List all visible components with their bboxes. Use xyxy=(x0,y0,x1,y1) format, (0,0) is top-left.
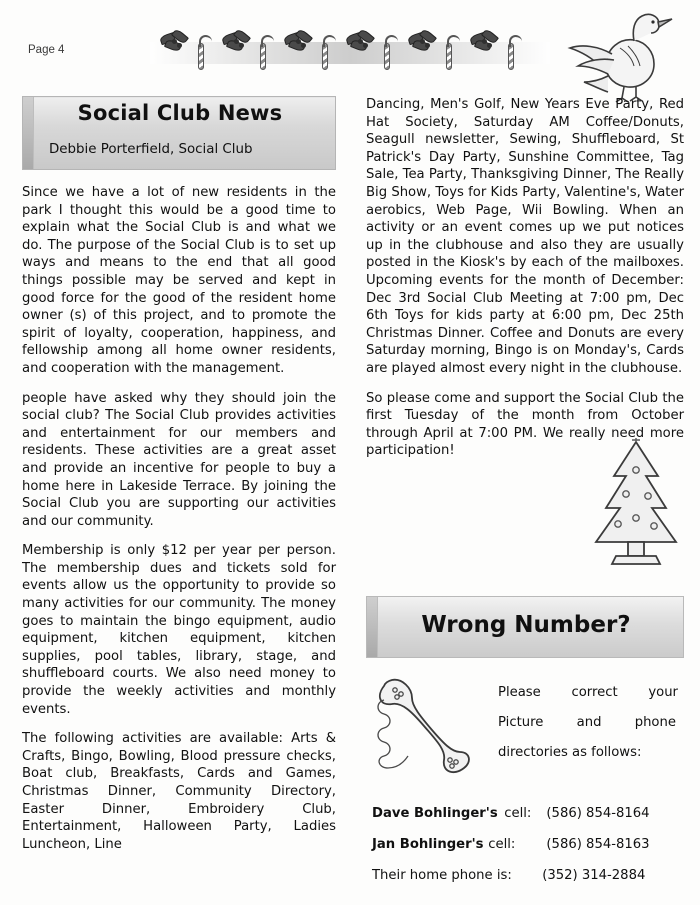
wrong-number-header xyxy=(366,596,684,658)
intro-word: your xyxy=(648,685,678,700)
wrong-number-intro xyxy=(498,678,684,768)
article-masthead xyxy=(22,96,336,170)
contact-list xyxy=(372,798,684,891)
christmas-tree-icon xyxy=(588,438,684,568)
contact-label: cell: xyxy=(504,806,532,821)
article-paragraph: Since we have a lot of new residents in the park I thought this would be a good time to explain what the Social Club is and what we do. The purpose of the Social Club is to set up ways and means to the end that all good things possible may be served and kept in good force for the good of the resident home owner (s) of this project, and to promote the spirit of loyalty, cooperation, happiness, and fellowship among all home owner residents, and cooperation with the management. xyxy=(22,185,336,376)
holly-candy-border-decoration xyxy=(150,24,550,80)
contact-name: Dave Bohlinger's xyxy=(372,806,498,821)
wrong-number-body xyxy=(366,658,684,886)
page-header xyxy=(0,8,700,86)
intro-word: correct xyxy=(571,685,618,700)
contact-label: cell: xyxy=(488,837,516,852)
left-column xyxy=(22,96,336,853)
intro-word: Please xyxy=(498,685,541,700)
contact-number: (352) 314-2884 xyxy=(542,868,646,883)
right-column xyxy=(366,96,684,460)
contact-label: Their home phone is: xyxy=(372,868,512,883)
wrong-number-title: Wrong Number? xyxy=(421,612,631,638)
contact-name: Jan Bohlinger's xyxy=(372,837,484,852)
wrong-number-box xyxy=(366,596,684,886)
contact-number: (586) 854-8163 xyxy=(546,837,650,852)
intro-line: directories as follows: xyxy=(498,745,642,760)
article-paragraph: Dancing, Men's Golf, New Years Eve Party, Red Hat Society, Saturday AM Coffee/Donuts, Seagull newsletter, Sewing, Shuffleboard, St Patrick's Day Party, Sunshine Committee, Tag Sale, Tea Party, Thanksgiving Dinner, The Really Big Show, Toys for Kids Party, Valentine's, Water aerobics, Web Page, Wii Bowling. When an activity or an event comes up we put notices up in the clubhouse and also they are usually posted in the Kiosk's by each of the mailboxes. Upcoming events for the month of December: Dec 3rd Social Club Meeting at 7:00 pm, Dec 6th Toys for kids party at 6:00 pm, Dec 25th Christmas Dinner. Coffee and Donuts are every Saturday morning, Bingo is on Monday's, Cards are played almost every night in the clubhouse. xyxy=(366,97,684,376)
intro-word: phone xyxy=(634,715,676,730)
article-paragraph: Membership is only $12 per year per person. The membership dues and tickets sold for events allow us the opportunity to provide so many activities for our community. The money goes to maintain the bingo equipment, audio equipment, kitchen equipment, kitchen supplies, pool tables, library, stage, and shuffleboard courts. We also need money to provide the weekly activities and monthly events. xyxy=(22,543,336,717)
phone-handset-icon xyxy=(368,670,496,780)
contact-row xyxy=(372,829,684,860)
article-paragraph: The following activities are available: Arts & Crafts, Bingo, Bowling, Blood pressure checks, Boat club, Breakfasts, Cards and Games, Christmas Dinner, Community Directory, Easter Dinner, Embroidery Club, Entertainment, Halloween Party, Ladies Luncheon, Line xyxy=(22,731,336,852)
contact-number: (586) 854-8164 xyxy=(546,806,650,821)
intro-word: Picture xyxy=(498,715,544,730)
article-title: Social Club News xyxy=(77,101,283,125)
article-paragraph: So please come and support the Social Club the first Tuesday of the month from October through April at 7:00 PM. We really need more participation! xyxy=(366,390,684,459)
contact-row xyxy=(372,860,684,891)
article-paragraph: people have asked why they should join the social club? The Social Club provides activities and entertainment for our members and residents. These activities are a great asset and provide an incentive for people to buy a home here in Lakeside Terrace. By joining the Social Club you are supporting our activities and our community. xyxy=(22,390,336,529)
contact-row xyxy=(372,798,684,829)
article-byline: Debbie Porterfield, Social Club xyxy=(49,142,253,157)
goose-icon xyxy=(562,8,682,104)
page-number: Page 4 xyxy=(28,44,65,56)
intro-word: and xyxy=(576,715,602,730)
